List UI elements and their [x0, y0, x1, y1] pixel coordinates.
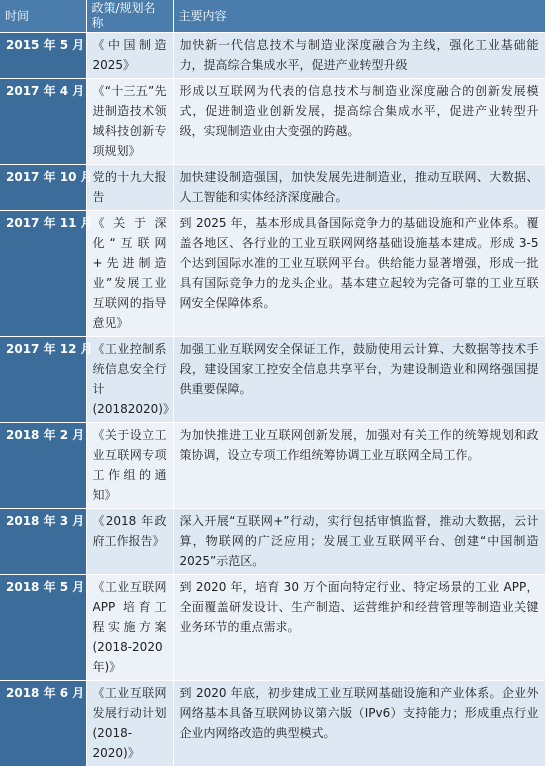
- row-content: 加快建设制造强国，加快发展先进制造业，推动互联网、大数据、人工智能和实体经济深度融合。: [173, 165, 545, 211]
- table-row: [0, 79, 545, 165]
- row-policy-name: 《“十三五”先进制造技术领域科技创新专项规划》: [86, 79, 173, 165]
- header-policy-name: 政策/规划名称: [86, 0, 173, 33]
- row-policy-name: 党的十九大报告: [86, 165, 173, 211]
- row-time: 2017 年 12 月: [0, 337, 86, 423]
- row-content: 为加快推进工业互联网创新发展，加强对有关工作的统筹规划和政策协调，设立专项工作组统筹协调工业互联网全局工作。: [173, 423, 545, 509]
- table-row: [0, 165, 545, 211]
- row-policy-name: 《关于设立工业互联网专项工作组的通知》: [86, 423, 173, 509]
- table-row: [0, 211, 545, 337]
- table-row: [0, 33, 545, 79]
- row-policy-name: 《工业互联网发展行动计划(2018-2020)》: [86, 681, 173, 766]
- row-policy-name: 《工业互联网 APP 培育工程实施方案 (2018-2020 年)》: [86, 575, 173, 681]
- table-header: [0, 0, 545, 33]
- row-time: 2018 年 3 月: [0, 509, 86, 575]
- header-time: 时间: [0, 0, 86, 33]
- row-time: 2017 年 4 月: [0, 79, 86, 165]
- row-time: 2017 年 10 月: [0, 165, 86, 211]
- row-content: 到 2020 年，培育 30 万个面向特定行业、特定场景的工业 APP，全面覆盖研发设计、生产制造、运营维护和经营管理等制造业关键业务环节的重点需求。: [173, 575, 545, 681]
- header-row: [0, 0, 545, 33]
- table-row: [0, 509, 545, 575]
- row-time: 2015 年 5 月: [0, 33, 86, 79]
- row-policy-name: 《工业控制系统信息安全行计(20182020)》: [86, 337, 173, 423]
- row-policy-name: 《关于深化“互联网+先进制造业”发展工业互联网的指导意见》: [86, 211, 173, 337]
- row-time: 2017 年 11 月: [0, 211, 86, 337]
- row-time: 2018 年 2 月: [0, 423, 86, 509]
- table-row: [0, 423, 545, 509]
- table-row: [0, 575, 545, 681]
- row-content: 加强工业互联网安全保证工作，鼓励使用云计算、大数据等技术手段，建设国家工控安全信息共享平台，为建设制造业和网络强国提供重要保障。: [173, 337, 545, 423]
- row-policy-name: 《中国制造 2025》: [86, 33, 173, 79]
- header-content: 主要内容: [173, 0, 545, 33]
- row-content: 到 2020 年底，初步建成工业互联网基础设施和产业体系。企业外网络基本具备互联网协议第六版（IPv6）支持能力；形成重点行业企业内网络改造的典型模式。: [173, 681, 545, 766]
- row-time: 2018 年 6 月: [0, 681, 86, 766]
- table-row: [0, 681, 545, 766]
- table-row: [0, 337, 545, 423]
- row-time: 2018 年 5 月: [0, 575, 86, 681]
- row-policy-name: 《2018 年政府工作报告》: [86, 509, 173, 575]
- row-content: 到 2025 年，基本形成具备国际竞争力的基础设施和产业体系。覆盖各地区、各行业的工业互联网网络基础设施基本建成。形成 3-5 个达到国际水准的工业互联网平台。供给能力显著增强，形成一批具有国际竞争力的龙头企业。基本建立起较为完备可靠的工业互联网安全保障体系。: [173, 211, 545, 337]
- row-content: 加快新一代信息技术与制造业深度融合为主线，强化工业基础能力，提高综合集成水平，促进产业转型升级: [173, 33, 545, 79]
- table-body: [0, 33, 545, 766]
- row-content: 深入开展“互联网+”行动，实行包括审慎监督，推动大数据，云计算，物联网的广泛应用；发展工业互联网平台、创建“中国制造2025”示范区。: [173, 509, 545, 575]
- row-content: 形成以互联网为代表的信息技术与制造业深度融合的创新发展模式，促进制造业创新发展，提高综合集成水平，促进产业转型升级，实现制造业由大变强的跨越。: [173, 79, 545, 165]
